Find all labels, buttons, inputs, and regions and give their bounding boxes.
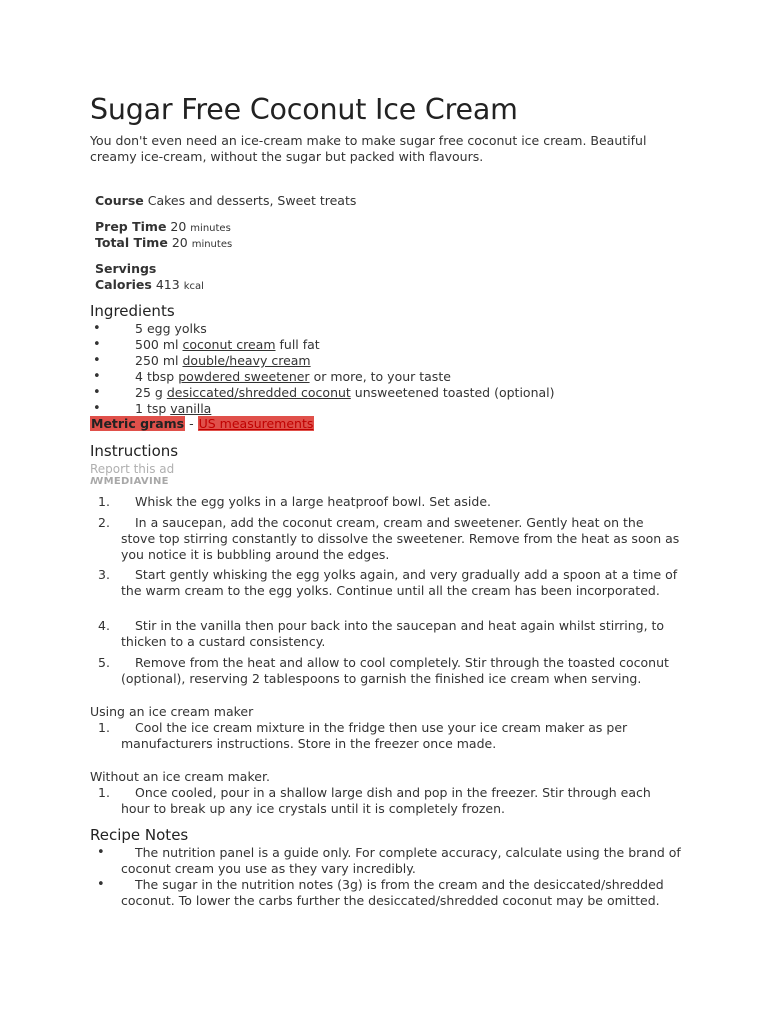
total-time-row xyxy=(95,235,232,253)
prep-time-label: Prep Time xyxy=(95,219,167,234)
page-title: Sugar Free Coconut Ice Cream xyxy=(90,93,518,126)
ingredient-unit: g xyxy=(154,385,163,400)
calories-label: Calories xyxy=(95,277,152,292)
step-text: In a saucepan, add the coconut cream, cream and sweetener. Gently heat on the stove top stirring constantly to dissolve the sweetener. Remove from the heat as soon as you notice it is bubbling around the edges. xyxy=(121,515,680,562)
ingredient-unit: ml xyxy=(162,353,179,368)
step-number: 4. xyxy=(98,618,110,633)
bullet-icon: • xyxy=(93,401,101,416)
ingredient-text xyxy=(135,321,207,337)
ingredient-link[interactable]: coconut cream xyxy=(182,337,276,352)
step-text: Once cooled, pour in a shallow large dish and pop in the freezer. Stir through each hour to break up any ice crystals until it is completely frozen. xyxy=(121,785,651,816)
calories-row xyxy=(95,277,204,295)
calories-unit: kcal xyxy=(183,281,204,292)
ingredient-amount: 1 xyxy=(135,401,143,416)
ingredient-unit: tsp xyxy=(146,401,167,416)
ingredient-unit: egg yolks xyxy=(146,321,207,336)
total-time-label: Total Time xyxy=(95,235,168,250)
ingredient-amount: 500 xyxy=(135,337,159,352)
servings-label: Servings xyxy=(95,261,157,276)
step-text: Remove from the heat and allow to cool completely. Stir through the toasted coconut (optional), reserving 2 tablespoons to garnish the finished ice cream when serving. xyxy=(121,655,669,686)
total-time-value: 20 xyxy=(171,235,188,250)
metric-grams-button[interactable]: Metric grams xyxy=(91,416,185,431)
us-measurements-button[interactable]: US measurements xyxy=(198,416,314,431)
ingredient-text xyxy=(135,337,320,353)
prep-time-unit: minutes xyxy=(190,223,231,234)
course-label: Course xyxy=(95,193,144,208)
ingredient-unit: tbsp xyxy=(146,369,175,384)
step-number: 2. xyxy=(98,515,110,530)
ingredient-text xyxy=(135,353,311,369)
ingredient-note: full fat xyxy=(279,337,320,352)
ingredient-text xyxy=(135,385,555,401)
step-number: 3. xyxy=(98,567,110,582)
ingredient-link[interactable]: double/heavy cream xyxy=(182,353,311,368)
ingredient-text xyxy=(135,369,451,385)
bullet-icon: • xyxy=(93,321,101,336)
bullet-icon: • xyxy=(93,353,101,368)
bullet-icon: • xyxy=(93,369,101,384)
recipe-intro: You don't even need an ice-cream make to make sugar free coconut ice cream. Beautiful creamy ice-cream, without the sugar but packed with flavours. xyxy=(90,133,647,164)
ingredient-note: unsweetened toasted (optional) xyxy=(354,385,555,400)
note-text: The nutrition panel is a guide only. For complete accuracy, calculate using the brand of coconut cream you use as they vary incredibly. xyxy=(121,845,681,876)
bullet-icon: • xyxy=(97,845,105,860)
mediavine-icon: ꟿ xyxy=(90,476,104,487)
ingredients-heading: Ingredients xyxy=(90,302,175,320)
no-maker-heading: Without an ice cream maker. xyxy=(90,769,270,784)
ingredient-link[interactable]: desiccated/shredded coconut xyxy=(166,385,351,400)
mediavine-text: MEDIAVINE xyxy=(103,476,169,487)
unit-separator: - xyxy=(189,416,194,431)
calories-value: 413 xyxy=(155,277,180,292)
step-text: Stir in the vanilla then pour back into the saucepan and heat again whilst stirring, to thicken to a custard consistency. xyxy=(121,618,665,649)
instructions-heading: Instructions xyxy=(90,442,179,460)
course-value: Cakes and desserts, Sweet treats xyxy=(147,193,357,208)
prep-time-value: 20 xyxy=(170,219,187,234)
ingredient-link[interactable]: powdered sweetener xyxy=(178,369,310,384)
recipe-notes-heading: Recipe Notes xyxy=(90,826,189,844)
step-text: Whisk the egg yolks in a large heatproof bowl. Set aside. xyxy=(135,494,492,509)
servings-row xyxy=(95,261,156,277)
unit-switcher xyxy=(90,416,314,432)
step-number: 5. xyxy=(98,655,110,670)
note-text: The sugar in the nutrition notes (3g) is from the cream and the desiccated/shredded coconut. To lower the carbs further the desiccated/shredded coconut may be omitted. xyxy=(121,877,664,908)
step-text: Cool the ice cream mixture in the fridge then use your ice cream maker as per manufacturers instructions. Store in the freezer once made. xyxy=(121,720,628,751)
ingredient-amount: 4 xyxy=(135,369,143,384)
ingredient-text xyxy=(135,401,211,417)
report-ad-link[interactable]: Report this ad xyxy=(90,462,175,476)
ingredient-amount: 250 xyxy=(135,353,159,368)
bullet-icon: • xyxy=(97,877,105,892)
step-number: 1. xyxy=(98,494,110,509)
ingredient-note: or more, to your taste xyxy=(313,369,451,384)
ingredient-link[interactable]: vanilla xyxy=(170,401,212,416)
ingredient-amount: 5 xyxy=(135,321,143,336)
maker-heading: Using an ice cream maker xyxy=(90,704,254,719)
ingredient-amount: 25 xyxy=(135,385,151,400)
bullet-icon: • xyxy=(93,385,101,400)
total-time-unit: minutes xyxy=(191,239,233,250)
step-number: 1. xyxy=(98,785,110,800)
ingredient-unit: ml xyxy=(162,337,179,352)
step-number: 1. xyxy=(98,720,110,735)
course-row xyxy=(95,193,356,209)
mediavine-logo xyxy=(90,474,169,490)
bullet-icon: • xyxy=(93,337,101,352)
step-text: Start gently whisking the egg yolks again, and very gradually add a spoon at a time of the warm cream to the egg yolks. Continue until all the cream has been incorporated. xyxy=(121,567,678,598)
